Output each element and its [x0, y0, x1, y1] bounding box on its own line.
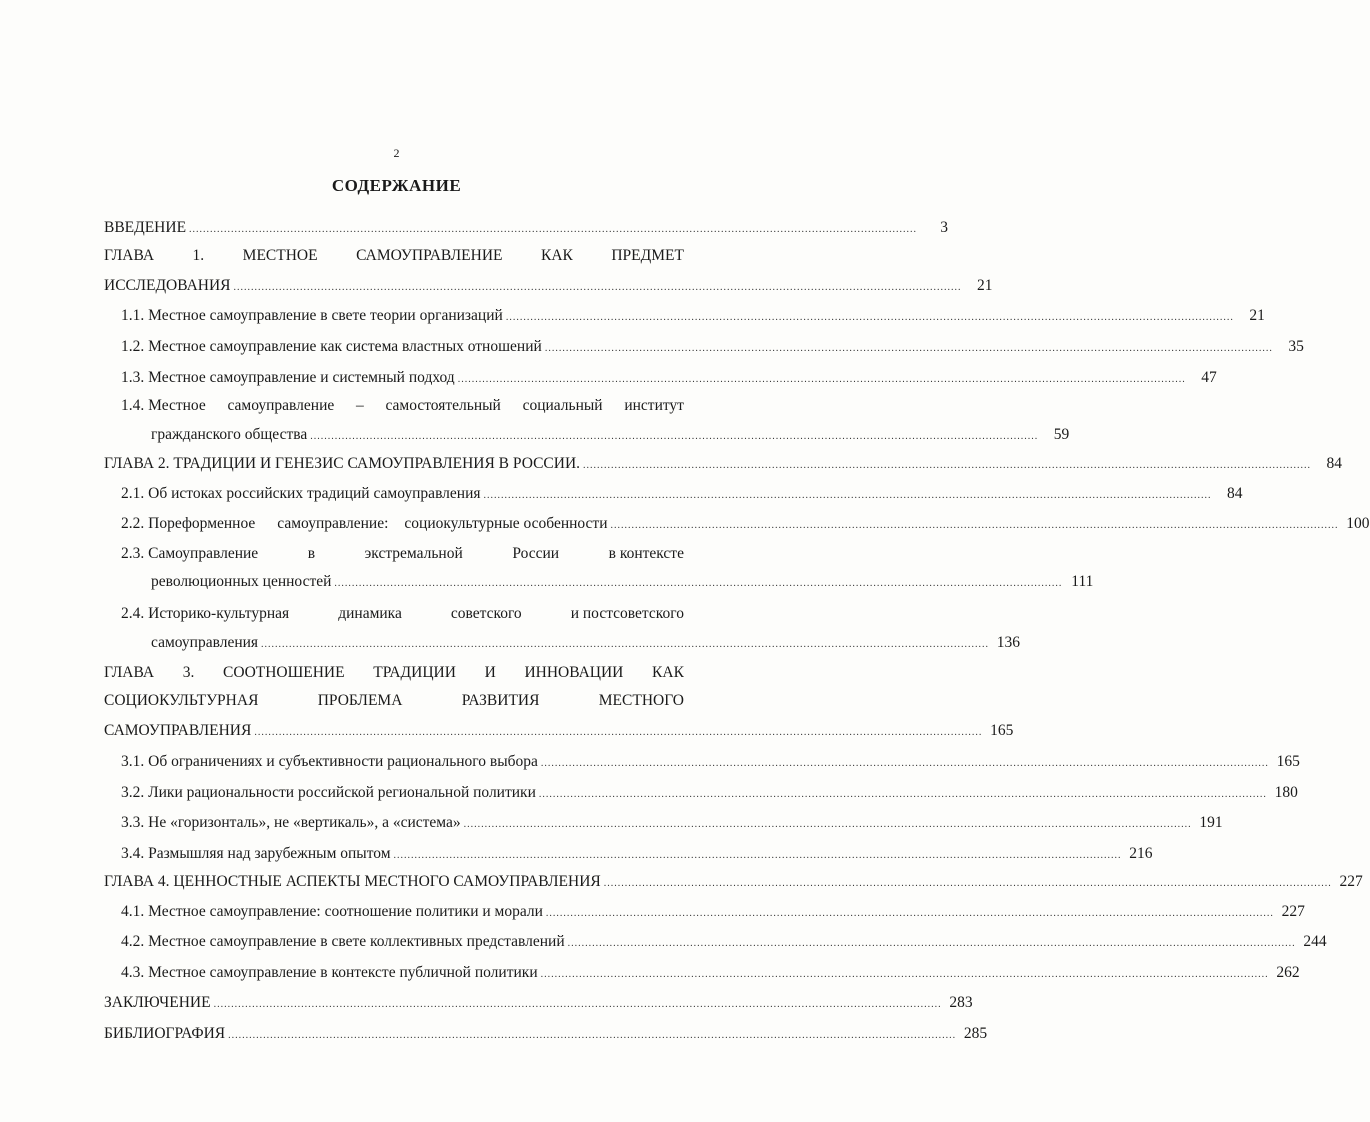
dot-leader: ................................................................................................................................................................................................................	[463, 819, 1192, 830]
word: самоуправление:	[277, 515, 389, 532]
toc-entry-text: 1.2. Местное самоуправление как система властных отношений	[121, 338, 542, 355]
word: ГЛАВА	[104, 247, 155, 264]
page-title: СОДЕРЖАНИЕ	[331, 176, 462, 195]
toc-entry-text: ИССЛЕДОВАНИЯ	[104, 277, 231, 294]
dot-leader: ................................................................................................................................................................................................................	[567, 938, 1296, 949]
toc-chapter-1-line-2[interactable]	[104, 277, 993, 294]
word: социокультурные особенности	[404, 515, 608, 532]
word: САМОУПРАВЛЕНИЕ	[356, 247, 503, 264]
word: и постсоветского	[570, 605, 684, 622]
toc-entry-conclusion[interactable]	[104, 994, 973, 1011]
toc-entry-intro[interactable]	[104, 219, 949, 236]
toc-page-number: 216	[1129, 845, 1153, 862]
word: 3.	[182, 664, 195, 681]
word: 2.2. Пореформенное	[121, 515, 256, 532]
toc-entry-2-3-line-1[interactable]	[121, 546, 684, 562]
toc-chapter-1-line-1[interactable]	[104, 248, 684, 264]
dot-leader: ................................................................................................................................................................................................................	[213, 999, 942, 1010]
dot-leader: ................................................................................................................................................................................................................	[540, 969, 1269, 980]
word: 2.3. Самоуправление	[121, 545, 259, 562]
toc-entry-text: 1.3. Местное самоуправление и системный подход	[121, 369, 455, 386]
toc-entry-1-4-line-1[interactable]	[121, 398, 684, 414]
word: ИННОВАЦИИ	[524, 664, 624, 681]
toc-page-number: 165	[1276, 753, 1300, 770]
word: 1.4. Местное	[121, 397, 206, 414]
word: РАЗВИТИЯ	[461, 692, 540, 709]
word: динамика	[338, 605, 402, 622]
word: институт	[624, 397, 684, 414]
dot-leader: ................................................................................................................................................................................................................	[603, 878, 1332, 889]
word: КАК	[652, 664, 684, 681]
toc-page-number: 111	[1071, 573, 1094, 590]
toc-entry-text: 4.2. Местное самоуправление в свете коллективных представлений	[121, 933, 565, 950]
toc-chapter-3-line-1[interactable]	[104, 665, 684, 681]
dot-leader: ................................................................................................................................................................................................................	[189, 224, 918, 235]
page-number: 2	[393, 146, 400, 160]
toc-entry-2-4-line-2[interactable]	[151, 634, 1021, 651]
toc-entry-bibliography[interactable]	[104, 1025, 988, 1042]
word: КАК	[541, 247, 573, 264]
toc-page-number: 136	[996, 634, 1021, 651]
toc-page-number: 35	[1288, 338, 1304, 355]
word: самоуправление	[227, 397, 335, 414]
word: И	[484, 664, 496, 681]
toc-entry-text: революционных ценностей	[151, 573, 332, 590]
toc-page-number: 227	[1339, 873, 1363, 890]
word: СОЦИОКУЛЬТУРНАЯ	[104, 692, 259, 709]
toc-entry-4-2[interactable]	[121, 933, 1327, 950]
toc-entry-1-1[interactable]	[121, 307, 1265, 324]
word: социальный	[522, 397, 603, 414]
toc-chapter-4[interactable]	[104, 873, 1363, 890]
toc-page-number: 21	[977, 277, 993, 294]
dot-leader: ................................................................................................................................................................................................................	[540, 758, 1269, 769]
word: России	[512, 545, 560, 562]
toc-entry-3-3[interactable]	[121, 814, 1223, 831]
dot-leader: ................................................................................................................................................................................................................	[261, 639, 990, 650]
word: самостоятельный	[385, 397, 501, 414]
toc-page-number: 21	[1249, 307, 1265, 324]
word: МЕСТНОЕ	[242, 247, 318, 264]
toc-entry-text: 3.3. Не «горизонталь», не «вертикаль», а «система»	[121, 814, 461, 831]
toc-page-number: 180	[1274, 784, 1298, 801]
toc-page-number: 283	[949, 994, 973, 1011]
word: ПРОБЛЕМА	[317, 692, 403, 709]
toc-entry-text: 3.2. Лики рациональности российской региональной политики	[121, 784, 536, 801]
toc-entry-text: 4.1. Местное самоуправление: соотношение политики и морали	[121, 903, 543, 920]
toc-entry-text: 1.1. Местное самоуправление в свете теории организаций	[121, 307, 503, 324]
toc-entry-text: 3.1. Об ограничениях и субъективности рационального выбора	[121, 753, 538, 770]
toc-entry-3-2[interactable]	[121, 784, 1298, 801]
dot-leader: ................................................................................................................................................................................................................	[610, 520, 1339, 531]
toc-entry-text	[121, 516, 608, 532]
toc-page-number: 84	[1227, 485, 1243, 502]
toc-entry-2-2[interactable]	[121, 515, 1370, 532]
dot-leader: ................................................................................................................................................................................................................	[483, 490, 1212, 501]
word: 1.	[192, 247, 205, 264]
word: ТРАДИЦИИ	[373, 664, 456, 681]
toc-chapter-3-line-3[interactable]	[104, 722, 1014, 739]
toc-chapter-3-line-2[interactable]	[104, 693, 684, 709]
dot-leader: ................................................................................................................................................................................................................	[544, 343, 1273, 354]
word: СООТНОШЕНИЕ	[223, 664, 345, 681]
dot-leader: ................................................................................................................................................................................................................	[538, 789, 1267, 800]
toc-entry-text: 3.4. Размышляя над зарубежным опытом	[121, 845, 391, 862]
toc-entry-2-1[interactable]	[121, 485, 1243, 502]
toc-entry-1-2[interactable]	[121, 338, 1304, 355]
toc-entry-1-4-line-2[interactable]	[151, 426, 1070, 443]
word: 2.4. Историко-культурная	[121, 605, 290, 622]
dot-leader: ................................................................................................................................................................................................................	[310, 431, 1039, 442]
dot-leader: ................................................................................................................................................................................................................	[583, 460, 1312, 471]
toc-entry-text: 2.1. Об истоках российских традиций самоуправления	[121, 485, 481, 502]
dot-leader: ................................................................................................................................................................................................................	[334, 578, 1063, 589]
toc-page-number: 285	[963, 1025, 988, 1042]
dot-leader: ................................................................................................................................................................................................................	[393, 850, 1122, 861]
toc-entry-3-1[interactable]	[121, 753, 1300, 770]
dot-leader: ................................................................................................................................................................................................................	[457, 374, 1186, 385]
toc-chapter-2[interactable]	[104, 455, 1343, 472]
toc-entry-text: ЗАКЛЮЧЕНИЕ	[104, 994, 211, 1011]
word: МЕСТНОГО	[598, 692, 684, 709]
toc-entry-text: ГЛАВА 4. ЦЕННОСТНЫЕ АСПЕКТЫ МЕСТНОГО САМОУПРАВЛЕНИЯ	[104, 873, 601, 890]
toc-page-number: 100	[1346, 515, 1370, 532]
word: в	[307, 545, 316, 562]
dot-leader: ................................................................................................................................................................................................................	[505, 312, 1234, 323]
toc-page-number: 191	[1199, 814, 1223, 831]
toc-entry-text: ВВЕДЕНИЕ	[104, 219, 187, 236]
word: экстремальной	[364, 545, 463, 562]
dot-leader: ................................................................................................................................................................................................................	[254, 727, 983, 738]
toc-page-number: 227	[1281, 903, 1305, 920]
word: в контексте	[608, 545, 684, 562]
toc-entry-4-1[interactable]	[121, 903, 1305, 920]
toc-entry-2-4-line-1[interactable]	[121, 606, 684, 622]
toc-entry-text: 4.3. Местное самоуправление в контексте публичной политики	[121, 964, 538, 981]
toc-entry-2-3-line-2[interactable]	[151, 573, 1094, 590]
toc-page-number: 3	[940, 219, 949, 236]
toc-entry-text: ГЛАВА 2. ТРАДИЦИИ И ГЕНЕЗИС САМОУПРАВЛЕНИЯ В РОССИИ.	[104, 455, 581, 472]
toc-entry-text: БИБЛИОГРАФИЯ	[104, 1025, 226, 1042]
toc-entry-4-3[interactable]	[121, 964, 1300, 981]
toc-page-number: 262	[1276, 964, 1300, 981]
toc-page-number: 47	[1201, 369, 1217, 386]
dot-leader: ................................................................................................................................................................................................................	[228, 1030, 957, 1041]
word: –	[355, 397, 364, 414]
dot-leader: ................................................................................................................................................................................................................	[545, 908, 1274, 919]
word: ГЛАВА	[104, 664, 155, 681]
toc-page-number: 165	[990, 722, 1014, 739]
toc-page-number: 59	[1053, 426, 1070, 443]
toc-entry-text: самоуправления	[151, 634, 259, 651]
toc-entry-1-3[interactable]	[121, 369, 1217, 386]
dot-leader: ................................................................................................................................................................................................................	[233, 282, 962, 293]
word: ПРЕДМЕТ	[611, 247, 684, 264]
toc-entry-text: САМОУПРАВЛЕНИЯ	[104, 722, 252, 739]
toc-page-number: 84	[1326, 455, 1343, 472]
word: советского	[450, 605, 522, 622]
toc-entry-text: гражданского общества	[151, 426, 308, 443]
toc-entry-3-4[interactable]	[121, 845, 1153, 862]
toc-page-number: 244	[1303, 933, 1327, 950]
